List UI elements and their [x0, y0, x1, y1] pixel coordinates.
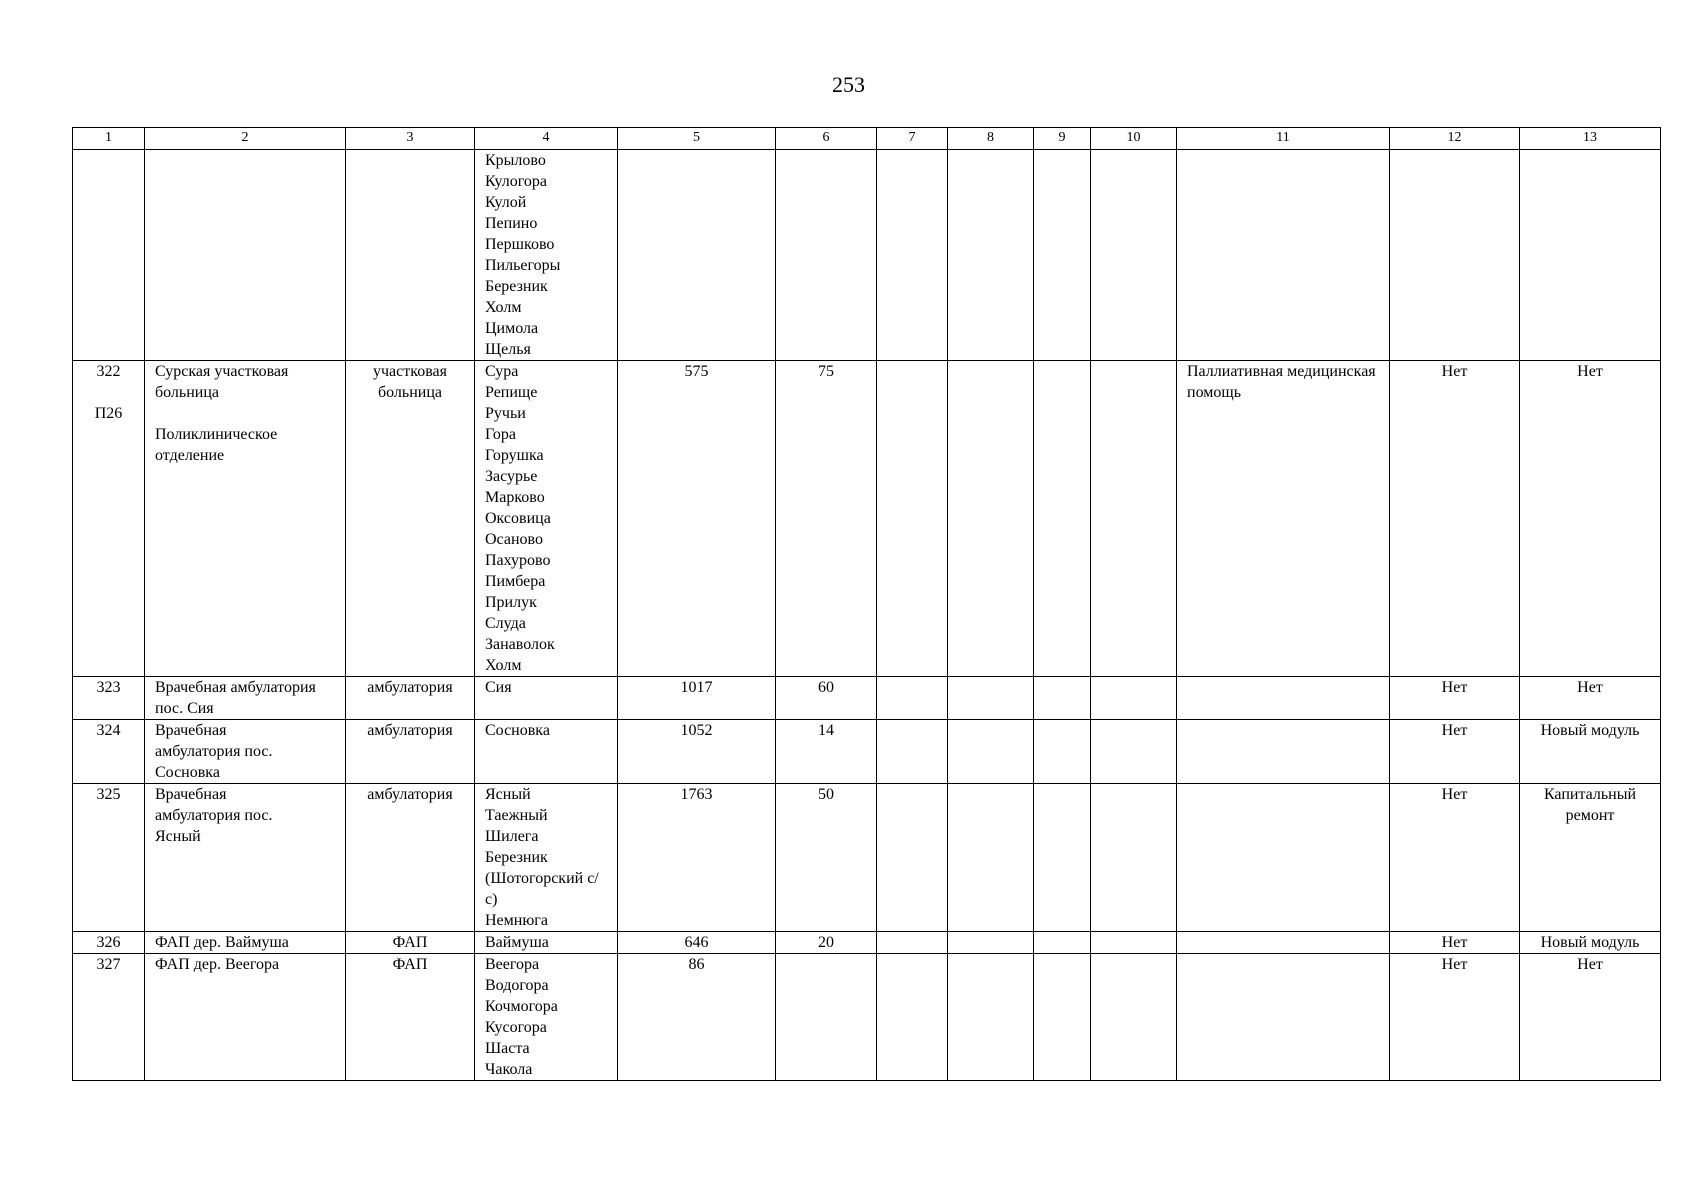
col9-cell [1034, 720, 1091, 784]
facility-name-cell: Врачебная амбулатория пос. Сия [145, 677, 346, 720]
col5-cell: 1052 [618, 720, 776, 784]
col5-cell: 575 [618, 361, 776, 677]
row-number-cell: 326 [73, 932, 145, 954]
col8-cell [948, 720, 1034, 784]
col5-cell: 646 [618, 932, 776, 954]
col13-cell [1520, 784, 1661, 932]
col10-cell [1091, 677, 1177, 720]
column-header: 6 [776, 128, 877, 150]
column-header: 10 [1091, 128, 1177, 150]
column-header: 11 [1177, 128, 1390, 150]
facility-name: Врачебная амбулатория пос. Ясный [155, 786, 273, 845]
facility-type-cell [346, 150, 475, 361]
col9-cell [1034, 150, 1091, 361]
col6-cell [776, 150, 877, 361]
col6-cell: 20 [776, 932, 877, 954]
row-number-cell: 324 [73, 720, 145, 784]
column-header: 2 [145, 128, 346, 150]
row-number-cell [73, 150, 145, 361]
row-number-cell: 327 [73, 954, 145, 1081]
col8-cell [948, 784, 1034, 932]
facility-name-cell [145, 361, 346, 677]
col11-cell [1177, 150, 1390, 361]
facility-name-cell: ФАП дер. Ваймуша [145, 932, 346, 954]
table-row [73, 720, 1661, 784]
col5-cell: 86 [618, 954, 776, 1081]
col11-cell [1177, 932, 1390, 954]
settlements-cell: Веегора Водогора Кочмогора Кусогора Шаста Чакола [475, 954, 618, 1081]
col12-cell: Нет [1390, 720, 1520, 784]
col10-cell [1091, 784, 1177, 932]
col7-cell [877, 361, 948, 677]
col12-cell: Нет [1390, 932, 1520, 954]
column-header: 7 [877, 128, 948, 150]
col5-cell [618, 150, 776, 361]
col5-cell: 1763 [618, 784, 776, 932]
column-header: 9 [1034, 128, 1091, 150]
col13-cell: Нет [1520, 954, 1661, 1081]
row-number-cell [73, 361, 145, 677]
col10-cell [1091, 932, 1177, 954]
col13-cell [1520, 150, 1661, 361]
col13-value: Капитальный ремонт [1543, 786, 1637, 824]
col7-cell [877, 954, 948, 1081]
col13-cell: Нет [1520, 361, 1661, 677]
col11-cell [1177, 677, 1390, 720]
facility-name: Врачебная амбулатория пос. Сосновка [155, 722, 273, 781]
column-header: 3 [346, 128, 475, 150]
col12-cell [1390, 150, 1520, 361]
col13-cell: Нет [1520, 677, 1661, 720]
facility-name-cell [145, 784, 346, 932]
col9-cell [1034, 784, 1091, 932]
col11-cell [1177, 784, 1390, 932]
col10-cell [1091, 361, 1177, 677]
facilities-table [72, 127, 1661, 1081]
settlements-cell: Сура Репище Ручьи Гора Горушка Засурье Марково Оксовица Осаново Пахурово Пимбера Прилук Слуда Занаволок Холм [475, 361, 618, 677]
column-header: 12 [1390, 128, 1520, 150]
column-header: 13 [1520, 128, 1661, 150]
col6-cell [776, 954, 877, 1081]
settlements-cell: Сосновка [475, 720, 618, 784]
table-row [73, 361, 1661, 677]
col8-cell [948, 361, 1034, 677]
col8-cell [948, 677, 1034, 720]
column-header: 8 [948, 128, 1034, 150]
col7-cell [877, 720, 948, 784]
facility-type-cell: амбулатория [346, 720, 475, 784]
col10-cell [1091, 954, 1177, 1081]
col8-cell [948, 932, 1034, 954]
settlements-cell: Сия [475, 677, 618, 720]
facility-name-cell [145, 150, 346, 361]
col11-cell: Паллиативная медицинская помощь [1177, 361, 1390, 677]
col8-cell [948, 954, 1034, 1081]
col9-cell [1034, 361, 1091, 677]
col6-cell: 75 [776, 361, 877, 677]
col13-cell: Новый модуль [1520, 932, 1661, 954]
row-number: 322 [96, 363, 121, 380]
table-row [73, 932, 1661, 954]
table-row [73, 677, 1661, 720]
settlements-cell: Ясный Таежный Шилега Березник (Шотогорский с/с) Немнюга [475, 784, 618, 932]
column-header: 5 [618, 128, 776, 150]
row-number-cell: 323 [73, 677, 145, 720]
table-row [73, 784, 1661, 932]
col6-cell: 50 [776, 784, 877, 932]
col7-cell [877, 677, 948, 720]
col9-cell [1034, 954, 1091, 1081]
settlements-cell: Крылово Кулогора Кулой Пепино Першково Пильегоры Березник Холм Цимола Щелья [475, 150, 618, 361]
col7-cell [877, 932, 948, 954]
col6-cell: 14 [776, 720, 877, 784]
table-row [73, 150, 1661, 361]
page-number: 253 [832, 72, 865, 97]
row-number-cell: 325 [73, 784, 145, 932]
col7-cell [877, 784, 948, 932]
row-sub-number: П26 [94, 405, 123, 422]
col13-cell: Новый модуль [1520, 720, 1661, 784]
facility-type-cell: ФАП [346, 954, 475, 1081]
facility-type-cell: амбулатория [346, 677, 475, 720]
col12-cell: Нет [1390, 677, 1520, 720]
col8-cell [948, 150, 1034, 361]
col11-cell [1177, 954, 1390, 1081]
facility-name-cell: ФАП дер. Веегора [145, 954, 346, 1081]
column-header: 1 [73, 128, 145, 150]
col7-cell [877, 150, 948, 361]
facility-type-cell: участковая больница [346, 361, 475, 677]
column-header: 4 [475, 128, 618, 150]
facility-name: Сурская участковая больница [155, 363, 289, 401]
col9-cell [1034, 932, 1091, 954]
col5-cell: 1017 [618, 677, 776, 720]
settlements-cell: Ваймуша [475, 932, 618, 954]
col11-cell [1177, 720, 1390, 784]
col9-cell [1034, 677, 1091, 720]
col10-cell [1091, 720, 1177, 784]
header-row [73, 128, 1661, 150]
facility-name-cell [145, 720, 346, 784]
table-row [73, 954, 1661, 1081]
col10-cell [1091, 150, 1177, 361]
facility-subunit: Поликлиническое отделение [155, 426, 278, 464]
col12-cell: Нет [1390, 954, 1520, 1081]
col12-cell: Нет [1390, 361, 1520, 677]
col6-cell: 60 [776, 677, 877, 720]
facility-type-cell: ФАП [346, 932, 475, 954]
facility-type-cell: амбулатория [346, 784, 475, 932]
col12-cell: Нет [1390, 784, 1520, 932]
